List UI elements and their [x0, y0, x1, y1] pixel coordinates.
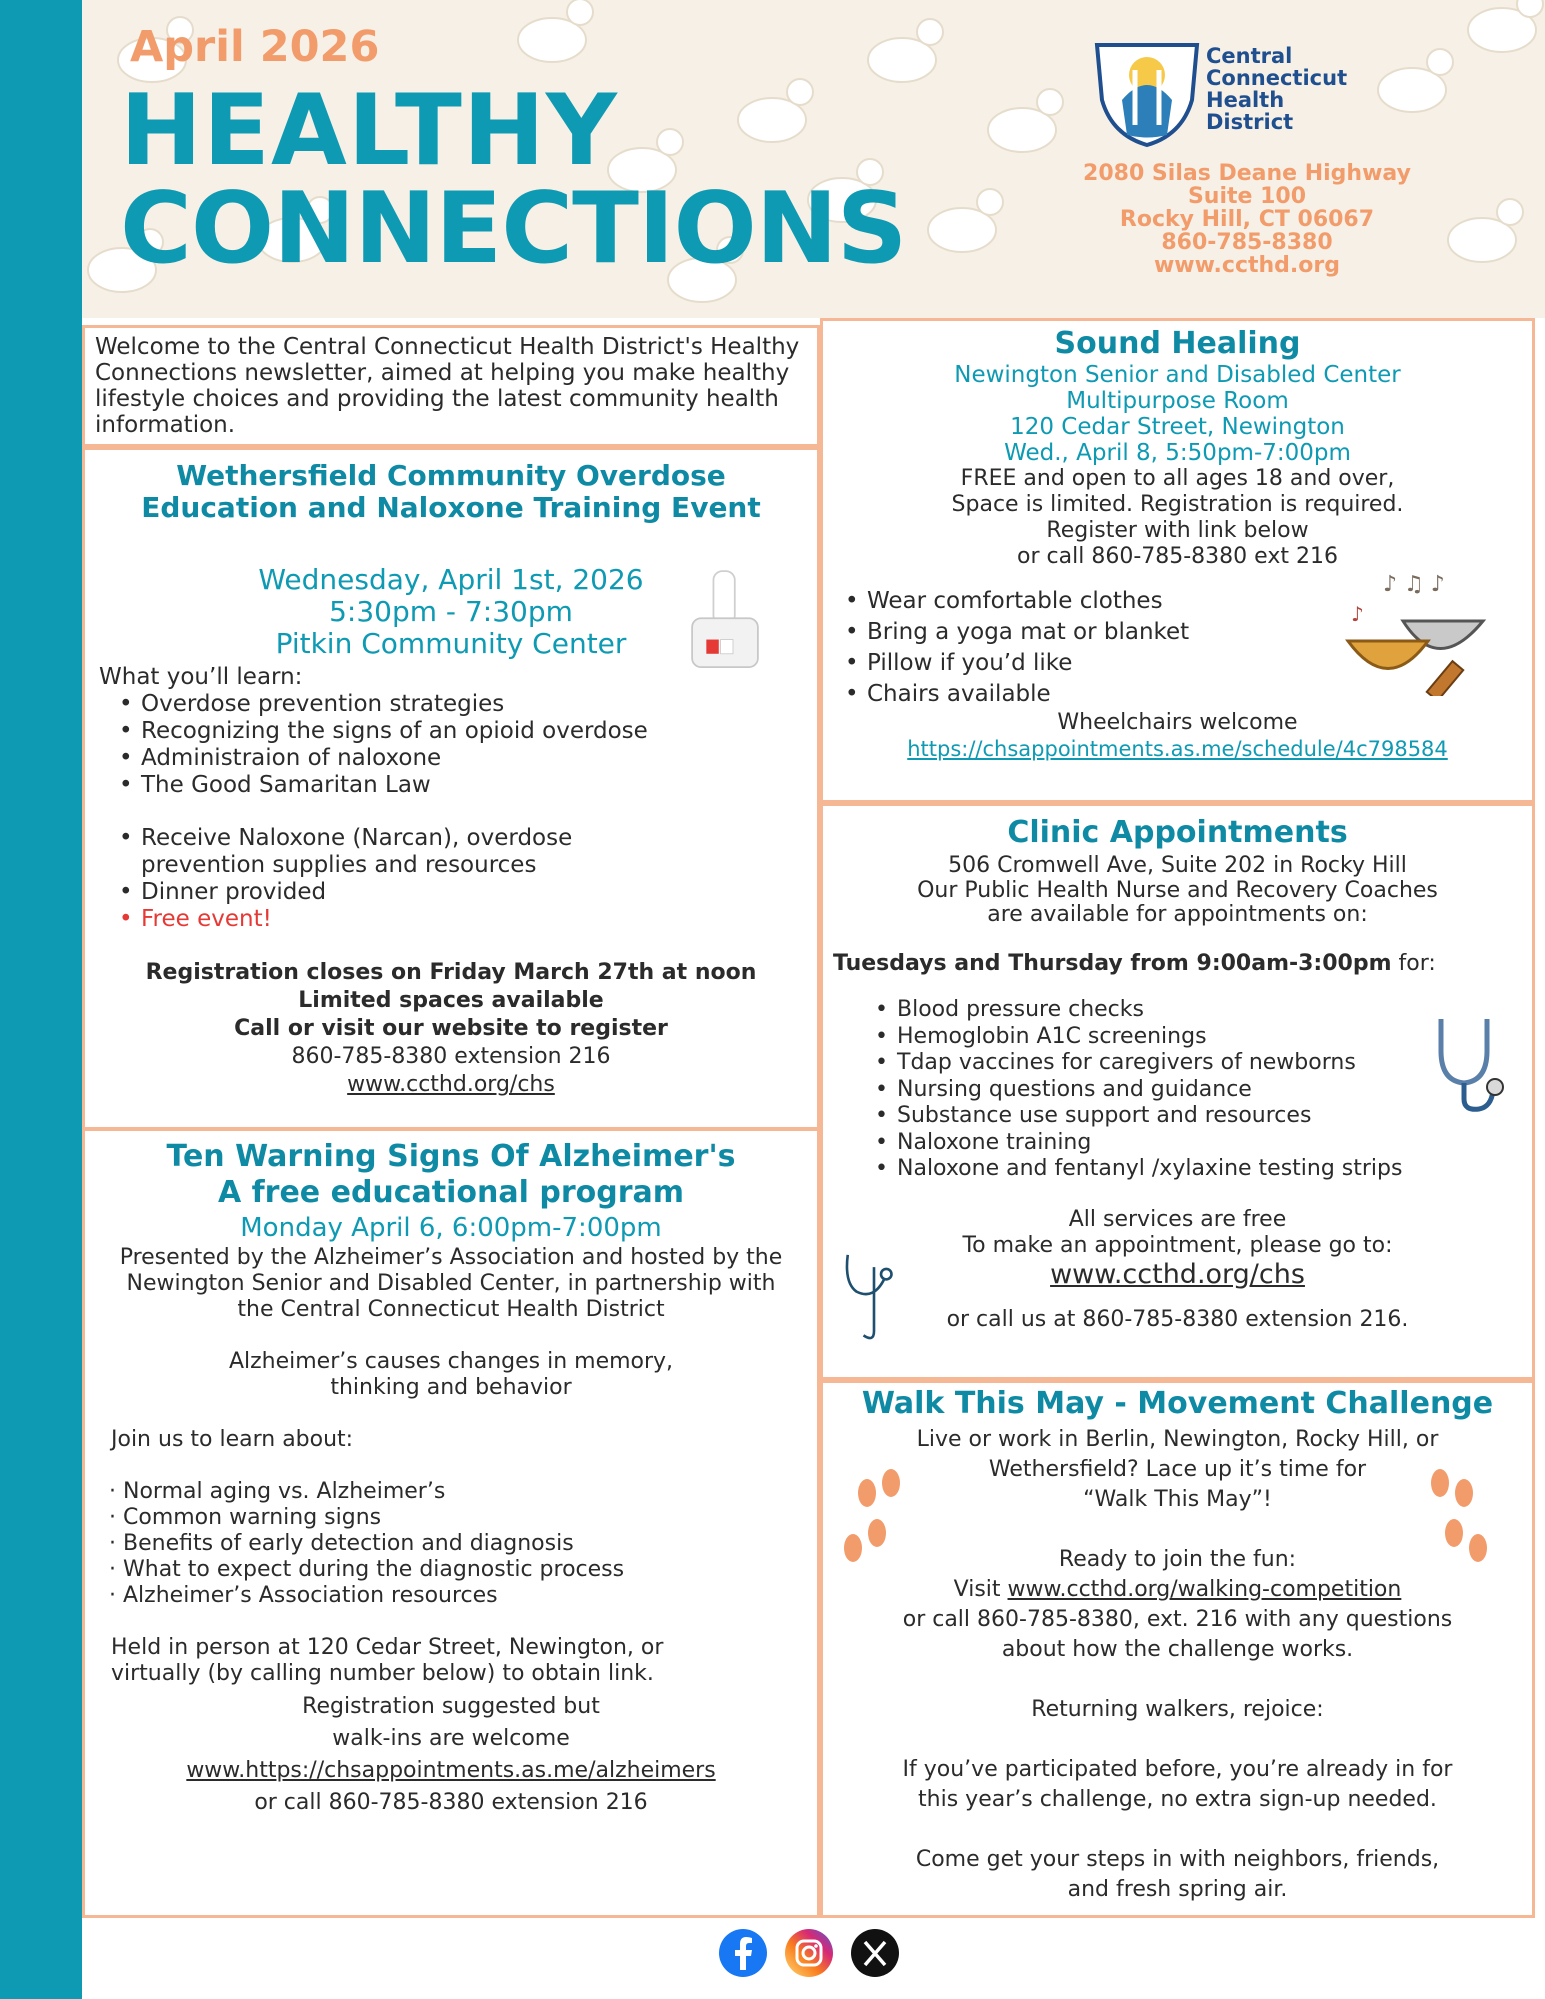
overdose-phone: 860-785-8380 extension 216 — [291, 1044, 611, 1069]
list-item: · Benefits of early detection and diagnosis — [109, 1531, 803, 1557]
list-item: · Common warning signs — [109, 1505, 803, 1531]
overdose-registration-close: Registration closes on Friday March 27th at noon — [145, 960, 757, 985]
alzheimers-panel — [82, 1128, 820, 1918]
overdose-date: Wednesday, April 1st, 2026 — [258, 563, 644, 596]
overdose-title-line2: Education and Naloxone Training Event — [141, 491, 761, 524]
newsletter-title-line2: CONNECTIONS — [120, 172, 907, 286]
list-item: · Normal aging vs. Alzheimer’s — [109, 1479, 803, 1505]
clinic-panel — [820, 803, 1535, 1380]
overdose-time: 5:30pm - 7:30pm — [329, 595, 573, 628]
intro-panel — [82, 325, 820, 447]
list-item: • Overdose prevention strategies — [113, 691, 803, 718]
walk-before-1: If you’ve participated before, you’re already in for — [902, 1757, 1453, 1782]
sound-location-3: 120 Cedar Street, Newington — [1010, 414, 1345, 440]
overdose-call-visit: Call or visit our website to register — [234, 1016, 668, 1041]
walk-intro-3: “Walk This May”! — [1083, 1487, 1272, 1512]
footprints-right-icon — [1418, 1463, 1498, 1573]
side-accent-bar — [0, 0, 82, 1999]
clinic-link[interactable]: www.ccthd.org/chs — [1050, 1258, 1305, 1290]
overdose-limited: Limited spaces available — [298, 988, 604, 1013]
svg-text:♪ ♫ ♪: ♪ ♫ ♪ — [1383, 572, 1445, 597]
sound-info-4: or call 860-785-8380 ext 216 — [1017, 544, 1338, 569]
alz-registration: Registration suggested but walk-ins are welcome www.https://chsappointments.as.me/alzheimers or call 860-785-8380 extension 216 — [99, 1691, 803, 1819]
alz-title-line2: A free educational program — [217, 1175, 685, 1210]
list-item: · Alzheimer’s Association resources — [109, 1583, 803, 1609]
sound-info-3: Register with link below — [1046, 518, 1309, 543]
overdose-place: Pitkin Community Center — [275, 627, 627, 660]
overdose-learn-label: What you’ll learn: — [99, 664, 303, 690]
instagram-icon[interactable] — [784, 1928, 834, 1978]
sound-location-1: Newington Senior and Disabled Center — [954, 362, 1401, 388]
walk-returning: Returning walkers, rejoice: — [1031, 1697, 1324, 1722]
overdose-register-link[interactable]: www.ccthd.org/chs — [347, 1072, 555, 1097]
stethoscope-icon — [1429, 1011, 1509, 1121]
list-item: • Dinner provided — [113, 879, 659, 906]
social-icons — [718, 1928, 918, 1984]
walk-intro-1: Live or work in Berlin, Newington, Rocky Hill, or — [916, 1427, 1439, 1452]
svg-text:♪: ♪ — [1351, 602, 1364, 626]
list-item: • Nursing questions and guidance — [869, 1077, 1522, 1104]
intro-text: Welcome to the Central Connecticut Health District's Healthy Connections newsletter, aimed at helping you make healthy lifestyle choices and providing the latest community health information. — [95, 334, 800, 438]
clinic-days: Tuesdays and Thursday from 9:00am-3:00pm for: — [833, 951, 1436, 976]
list-item: • Hemoglobin A1C screenings — [869, 1024, 1522, 1051]
sound-info-1: FREE and open to all ages 18 and over, — [960, 466, 1395, 491]
newsletter-title-line1: HEALTHY — [120, 74, 618, 188]
sound-location-2: Multipurpose Room — [1066, 388, 1289, 414]
naloxone-spray-icon — [685, 565, 765, 675]
list-item: • Receive Naloxone (Narcan), overdose prevention supplies and resources — [113, 825, 659, 879]
overdose-title-line1: Wethersfield Community Overdose — [176, 459, 726, 492]
alz-register-link[interactable]: www.https://chsappointments.as.me/alzheimers — [186, 1758, 716, 1783]
walk-come-1: Come get your steps in with neighbors, friends, — [915, 1847, 1440, 1872]
alz-presented: Presented by the Alzheimer’s Association and hosted by the Newington Senior and Disabled Center, in partnership with the Central Connecticut Health District — [119, 1245, 783, 1322]
walk-challenge-panel — [820, 1380, 1535, 1918]
facebook-icon[interactable] — [718, 1928, 768, 1978]
list-item: • Naloxone and fentanyl /xylaxine testing strips — [869, 1156, 1522, 1183]
walk-link[interactable]: www.ccthd.org/walking-competition — [1007, 1577, 1402, 1602]
clinic-title: Clinic Appointments — [1007, 815, 1348, 850]
walk-title: Walk This May - Movement Challenge — [861, 1386, 1494, 1421]
list-item: • Recognizing the signs of an opioid overdose — [113, 718, 803, 745]
alz-phone: or call 860-785-8380 extension 216 — [254, 1790, 648, 1815]
list-item: • Naloxone training — [869, 1130, 1522, 1157]
overdose-receive-list — [99, 825, 659, 933]
alz-join: Join us to learn about: — [111, 1427, 354, 1452]
alz-causes: Alzheimer’s causes changes in memory, thinking and behavior — [228, 1349, 674, 1400]
alz-date: Monday April 6, 6:00pm-7:00pm — [240, 1213, 662, 1243]
alz-held: Held in person at 120 Cedar Street, Newington, or virtually (by calling number below) to obtain link. — [111, 1635, 664, 1686]
footprints-left-icon — [833, 1463, 913, 1573]
x-icon[interactable] — [850, 1928, 900, 1978]
clinic-make: To make an appointment, please go to: — [962, 1232, 1393, 1258]
district-logo — [1087, 30, 1207, 150]
list-item: • Bring a yoga mat or blanket — [839, 617, 1522, 648]
walk-ready: Ready to join the fun: — [1058, 1547, 1297, 1572]
list-item: • Blood pressure checks — [869, 997, 1522, 1024]
clinic-avail-2: are available for appointments on: — [987, 902, 1368, 927]
singing-bowls-icon — [1343, 566, 1493, 696]
walk-intro-2: Wethersfield? Lace up it’s time for — [988, 1457, 1367, 1482]
list-item: • Administraion of naloxone — [113, 745, 803, 772]
district-website-link[interactable]: www.ccthd.org — [1153, 253, 1340, 278]
header-banner — [82, 0, 1545, 318]
clinic-free: All services are free — [1068, 1206, 1287, 1232]
list-item: • Substance use support and resources — [869, 1103, 1522, 1130]
list-item: • Wear comfortable clothes — [839, 586, 1522, 617]
stethoscope-small-icon — [839, 1241, 909, 1351]
overdose-learn-list — [99, 691, 803, 799]
list-item: • The Good Samaritan Law — [113, 772, 803, 799]
list-item: • Tdap vaccines for caregivers of newborns — [869, 1050, 1522, 1077]
clinic-services-list — [833, 997, 1522, 1183]
walk-visit: Visit www.ccthd.org/walking-competition — [953, 1577, 1402, 1602]
walk-come-2: and fresh spring air. — [1067, 1877, 1288, 1902]
list-item: • Pillow if you’d like — [839, 648, 1522, 679]
clinic-avail-1: Our Public Health Nurse and Recovery Coaches — [917, 878, 1438, 903]
walk-before-2: this year’s challenge, no extra sign-up needed. — [918, 1787, 1437, 1812]
sound-info-2: Space is limited. Registration is required. — [951, 492, 1404, 517]
newsletter-month: April 2026 — [130, 22, 380, 72]
alz-topics-list — [99, 1479, 803, 1609]
district-name: Central Connecticut Health District — [1206, 44, 1348, 134]
overdose-event-panel — [82, 447, 820, 1130]
walk-call-1: or call 860-785-8380, ext. 216 with any questions — [902, 1607, 1453, 1632]
district-address: 2080 Silas Deane Highway Suite 100 Rocky Hill, CT 06067 860-785-8380 www.ccthd.org — [1032, 162, 1462, 277]
list-item: · What to expect during the diagnostic process — [109, 1557, 803, 1583]
sound-register-link[interactable]: https://chsappointments.as.me/schedule/4c798584 — [907, 737, 1448, 761]
clinic-call: or call us at 860-785-8380 extension 216. — [946, 1306, 1409, 1332]
sound-healing-panel — [820, 318, 1535, 803]
sound-wheelchair: Wheelchairs welcome — [1057, 710, 1298, 735]
list-item: • Chairs available — [839, 679, 1522, 710]
clinic-address: 506 Cromwell Ave, Suite 202 in Rocky Hill — [948, 853, 1407, 878]
sound-title: Sound Healing — [1054, 326, 1301, 361]
free-event-item: • Free event! — [113, 906, 659, 933]
alz-title-line1: Ten Warning Signs Of Alzheimer's — [166, 1139, 736, 1174]
walk-call-2: about how the challenge works. — [1001, 1637, 1354, 1662]
sound-when: Wed., April 8, 5:50pm-7:00pm — [1004, 440, 1351, 466]
